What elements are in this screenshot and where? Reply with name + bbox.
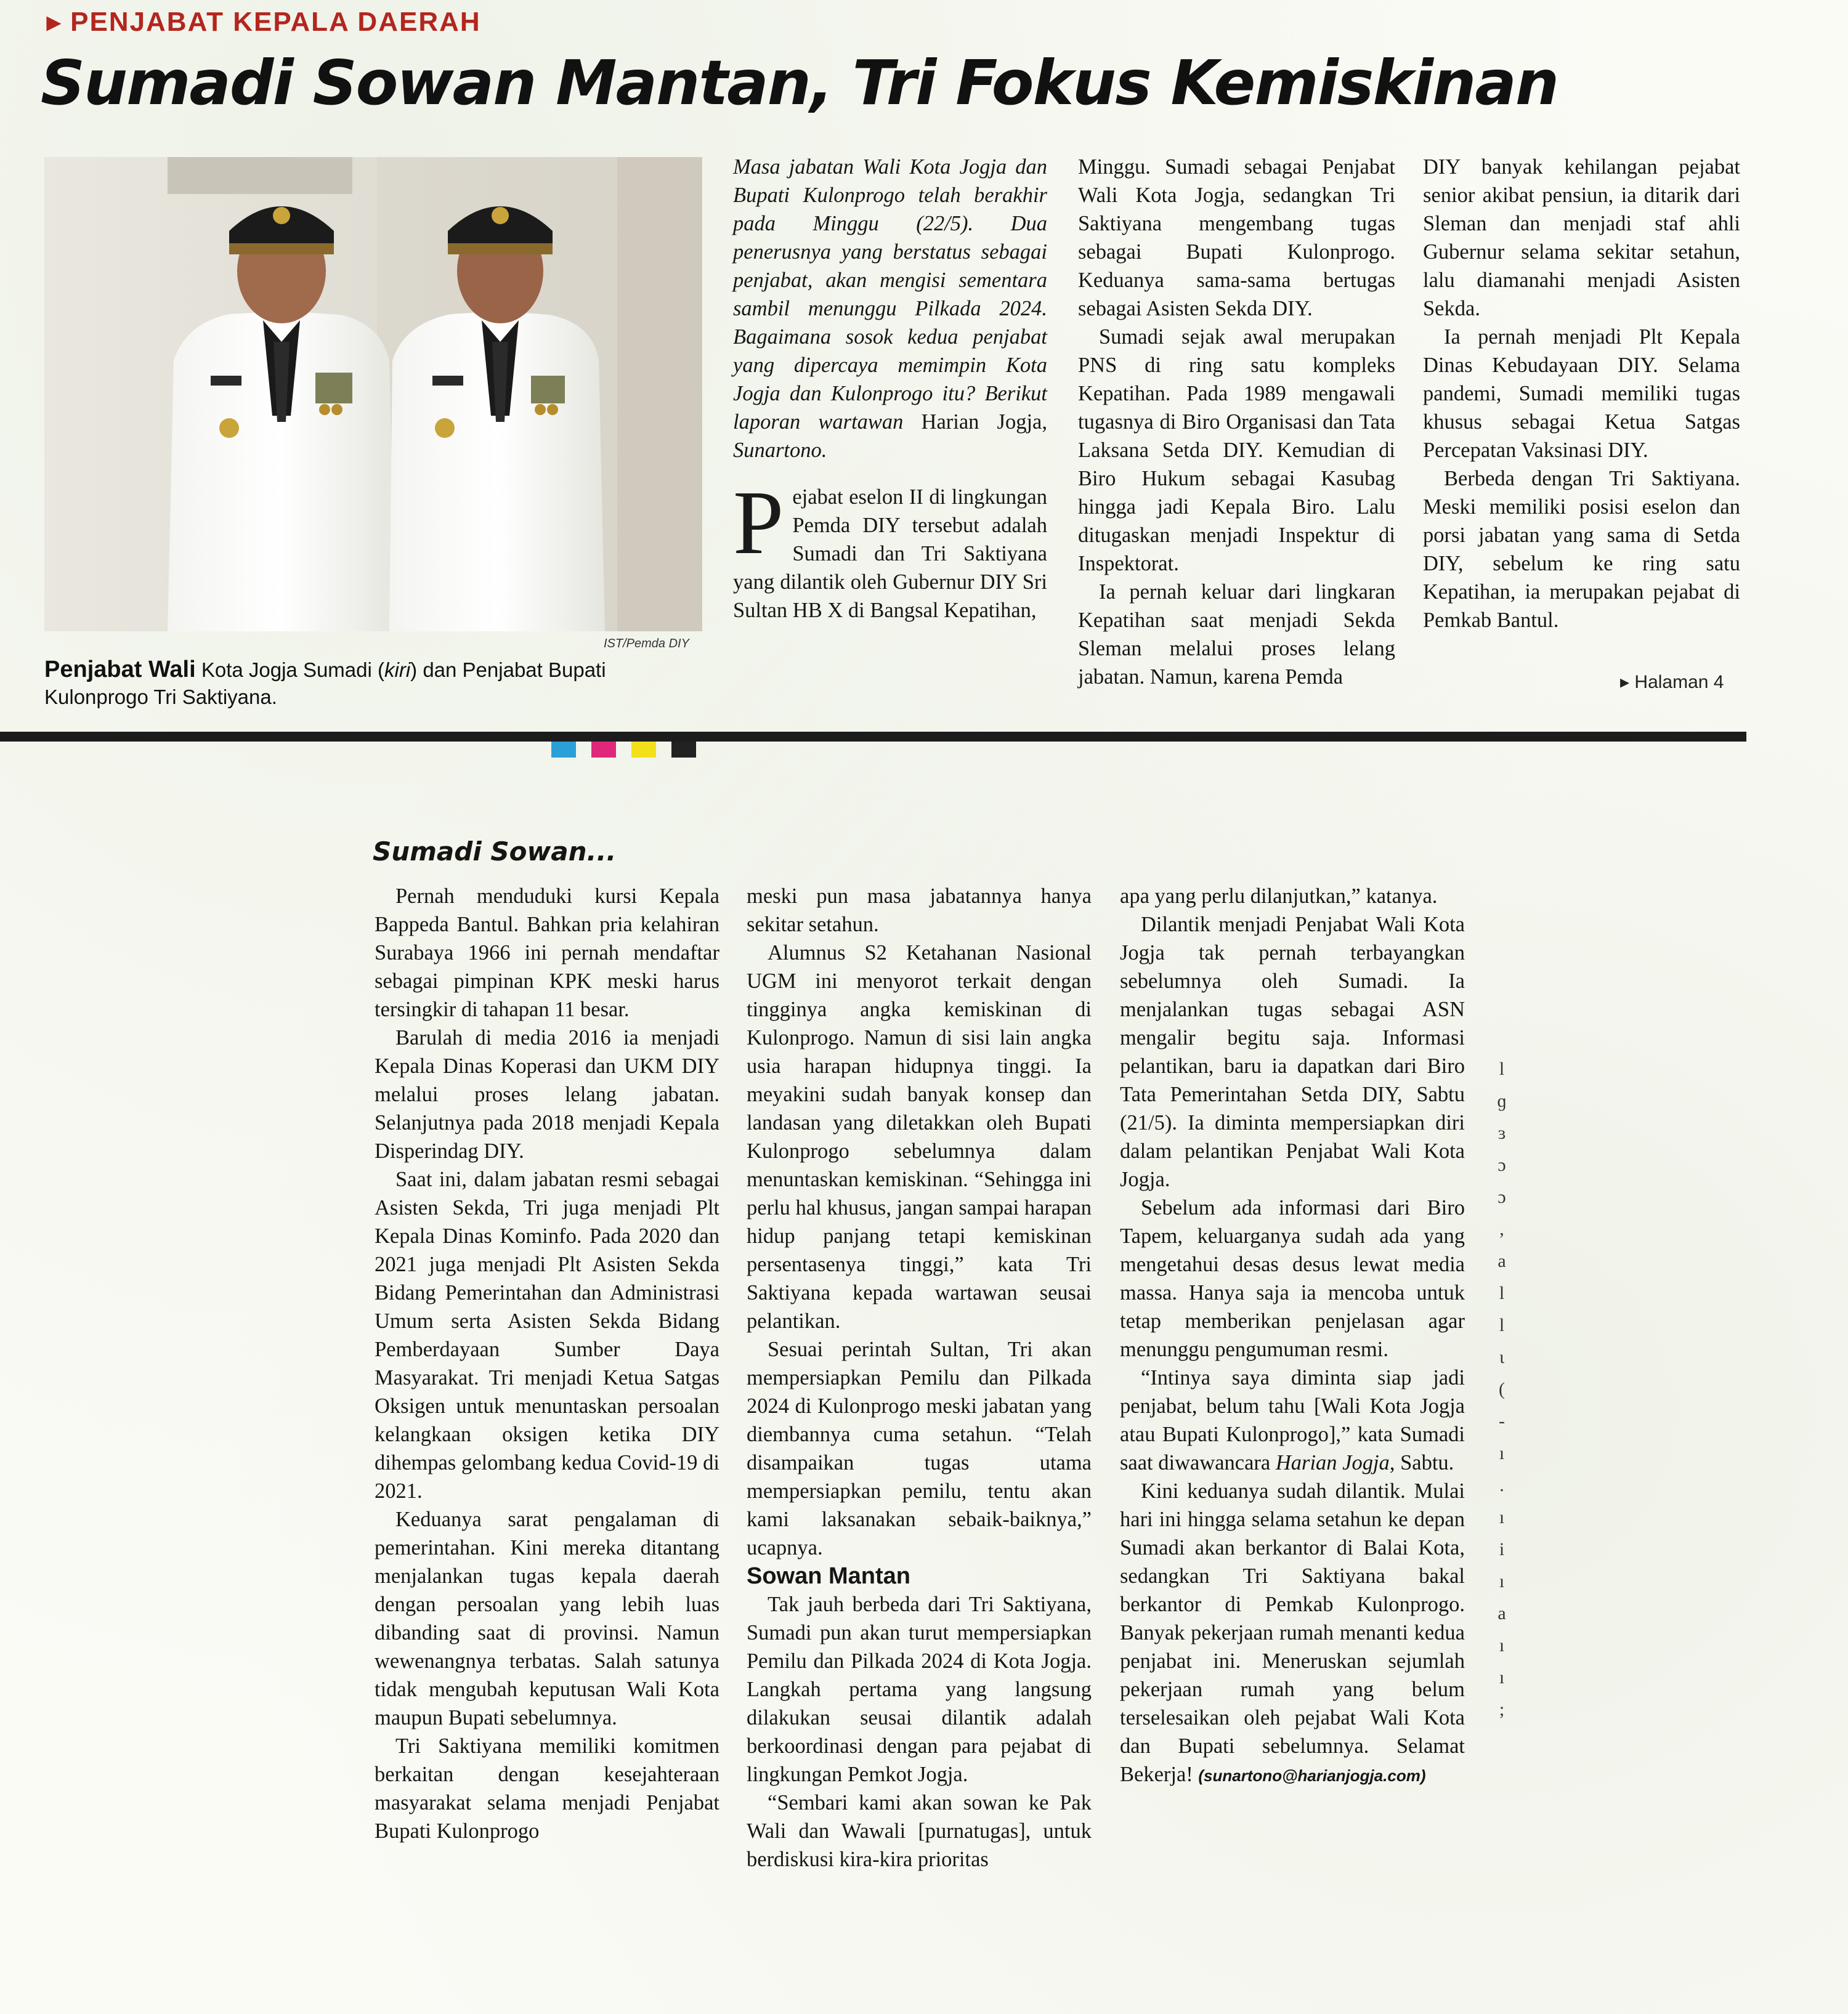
color-registration-mark	[631, 742, 656, 758]
cont-col-b: meski pun masa jabatannya hanya sekitar setahun. Alumnus S2 Ketahanan Nasional UGM ini menyorot terkait dengan tingginya angka kemiskinan di Kulonprogo. Namun di sisi lain angka usia harapan hidupnya tinggi. Ia meyakini sudah banyak konsep dan landasan yang diletakkan oleh Bupati Kulonprogo sebelumnya dalam menuntaskan kemiskinan. “Sehingga ini perlu hal khusus, jangan sampai harapan hidup panjang tetapi kemiskinan persentasenya tinggi,” kata Tri Saktiyana kepada wartawan seusai pelantikan. Sesuai perintah Sultan, Tri akan mempersiapkan Pemilu dan Pilkada 2024 di Kulonprogo meski jabatan yang diembannya cuma setahun. “Telah disampaikan tugas utama mempersiapkan pemilu, tentu akan kami laksanakan sebaik-baiknya,” ucapnya. Sowan Mantan Tak jauh berbeda dari Tri Saktiyana, Sumadi pun akan turut mempersiapkan Pemilu dan Pilkada 2024 di Kota Jogja. Langkah pertama yang langsung dilakukan seusai dilantik adalah berkoordinasi dengan para pejabat di lingkungan Pemkot Jogja. “Sembari kami akan sowan ke Pak Wali dan Wawali [purnatugas], untuk berdiskusi kira-kira prioritas	[747, 884, 1092, 1871]
color-registration-mark	[591, 742, 616, 758]
officials-photo	[44, 157, 702, 631]
continuation-heading: Sumadi Sowan...	[373, 836, 617, 867]
photo-credit: IST/Pemda DIY	[604, 637, 689, 650]
front-col-1	[733, 153, 1047, 625]
section-rubric: ▸ PENJABAT KEPALA DAERAH	[47, 7, 481, 37]
cont-col-a: Pernah menduduki kursi Kepala Bappeda Bantul. Bahkan pria kelahiran Surabaya 1966 ini pernah mendaftar sebagai pimpinan KPK meski harus tersingkir di tahapan 11 besar. Barulah di media 2016 ia menjadi Kepala Dinas Koperasi dan UKM DIY melalui proses lelang jabatan. Selanjutnya pada 2018 menjadi Kepala Disperindag DIY. Saat ini, dalam jabatan resmi sebagai Asisten Sekda, Tri juga menjadi Plt Kepala Dinas Kominfo. Pada 2020 dan 2021 juga menjadi Plt Asisten Sekda Bidang Pemerintahan dan Administrasi Umum serta Asisten Sekda Bidang Pemberdayaan Sumber Daya Masyarakat. Tri menjadi Ketua Satgas Oksigen untuk menuntaskan persoalan kelangkaan oksigen ketika DIY dihempas gelombang kedua Covid-19 di 2021. Keduanya sarat pengalaman di pemerintahan. Kini mereka ditantang menjalankan tugas kepala daerah dengan persoalan yang lebih luas dibanding saat di provinsi. Namun wewenangnya terbatas. Salah satunya tidak mengubah keputusan Wali Kota maupun Bupati sebelumnya. Tri Saktiyana memiliki komitmen berkaitan dengan kesejahteraan masyarakat selama menjadi Penjabat Bupati Kulonprogo	[375, 884, 719, 1843]
closing-paragraph: Kini keduanya sudah dilantik. Mulai hari ini hingga selama setahun ke depan Sumadi akan berkantor di Balai Kota, sedangkan Tri Saktiyana bakal berkantor di Pemkab Kulonprogo. Banyak pekerjaan rumah menanti kedua penjabat ini. Meneruskan sejumlah pekerjaan rumah yang belum terselesaikan oleh pejabat Wali Kota dan Bupati sebelumnya. Selamat Bekerja! (sunartono@harianjogja.com)	[1120, 1479, 1465, 1786]
continued-page-link[interactable]: ▸ Halaman 4	[1620, 672, 1724, 692]
intro-lede: Masa jabatan Wali Kota Jogja dan Bupati Kulonprogo telah berakhir pada Minggu (22/5). Dua penerusnya yang berstatus sebagai penjabat, akan mengisi sementara sambil menunggu Pilkada 2024. Bagaimana sosok kedua penjabat yang dipercaya memimpin Kota Jogja dan Kulonprogo itu? Berikut laporan wartawan Harian Jogja, Sunartono.	[733, 155, 1047, 462]
cont-col-c: apa yang perlu dilanjutkan,” katanya. Dilantik menjadi Penjabat Wali Kota Jogja tak pernah terbayangkan sebelumnya oleh Sumadi. Ia menjalankan tugas sebagai ASN mengalir begitu saja. Informasi pelantikan, baru ia dapatkan dari Biro Tata Pemerintahan Setda DIY, Sabtu (21/5). Ia diminta mempersiapkan diri dalam pelantikan Penjabat Wali Kota Jogja. Sebelum ada informasi dari Biro Tapem, keluarganya sudah ada yang mengetahui desas desus lewat media massa. Hanya saja ia mencoba untuk tetap memberikan penjelasan agar menunggu pengumuman resmi. “Intinya saya diminta siap jadi penjabat, belum tahu [Wali Kota Jogja atau Bupati Kulonprogo],” kata Sumadi saat diwawancara Harian Jogja, Sabtu. Kini keduanya sudah dilantik. Mulai hari ini hingga selama setahun ke depan Sumadi akan berkantor di Balai Kota, sedangkan Tri Saktiyana bakal berkantor di Pemkab Kulonprogo. Banyak pekerjaan rumah menanti kedua penjabat ini. Meneruskan sejumlah pekerjaan rumah yang belum terselesaikan oleh pejabat Wali Kota dan Bupati sebelumnya. Selamat Bekerja! (sunartono@harianjogja.com)	[1120, 882, 1465, 1790]
body-opening: Pejabat eselon II di lingkungan Pemda DIY tersebut adalah Sumadi dan Tri Saktiyana yang dilantik oleh Gubernur DIY Sri Sultan HB X di Bangsal Kepatihan,	[733, 472, 1047, 622]
section-divider	[0, 732, 1746, 742]
author-byline: (sunartono@harianjogja.com)	[1198, 1766, 1426, 1785]
drop-cap: P	[733, 472, 784, 573]
color-registration-mark	[551, 742, 576, 758]
adjacent-column-fragments: l ɡ ɜ ɔ ɔ , a l l ɩ ( - ı . ı i ı a ı ı ;	[1497, 1059, 1507, 1720]
caption-lead: Penjabat Wali	[44, 657, 196, 682]
quote-paragraph: “Intinya saya diminta siap jadi penjabat, belum tahu [Wali Kota Jogja atau Bupati Kulonprogo],” kata Sumadi saat diwawancara Harian Jogja, Sabtu.	[1120, 1366, 1465, 1474]
color-registration-mark	[671, 742, 696, 758]
photo-caption: Penjabat Wali Kota Jogja Sumadi (kiri) dan Penjabat Bupati Kulonprogo Tri Saktiyana.	[44, 657, 606, 708]
front-col-2: Minggu. Sumadi sebagai Penjabat Wali Kota Jogja, sedangkan Tri Saktiyana mengembang tugas sebagai Bupati Kulonprogo. Keduanya sama-sama bertugas sebagai Asisten Sekda DIY. Sumadi sejak awal merupakan PNS di ring satu kompleks Kepatihan. Pada 1989 mengawali tugasnya di Biro Organisasi dan Tata Laksana Setda DIY. Kemudian di Biro Hukum sebagai Kasubag hingga jadi Kepala Biro. Lalu ditugaskan menjadi Inspektur di Inspektorat. Ia pernah keluar dari lingkaran Kepatihan saat menjadi Sekda Sleman melalui proses lelang jabatan. Namun, karena Pemda	[1078, 155, 1395, 689]
front-col-3: DIY banyak kehilangan pejabat senior akibat pensiun, ia ditarik dari Sleman dan menjadi staf ahli Gubernur selama sekitar setahun, lalu diamanahi menjadi Asisten Sekda. Ia pernah menjadi Plt Kepala Dinas Kebudayaan DIY. Selama pandemi, Sumadi memiliki tugas khusus sebagai Ketua Satgas Percepatan Vaksinasi DIY. Berbeda dengan Tri Saktiyana. Meski memiliki posisi eselon dan porsi jabatan yang sama di Setda DIY, sebelum ke ring satu Kepatihan, ia merupakan pejabat di Pemkab Bantul.	[1423, 155, 1740, 632]
headline: Sumadi Sowan Mantan, Tri Fokus Kemiskinan	[41, 47, 1558, 119]
subheading-sowan-mantan: Sowan Mantan	[747, 1563, 911, 1589]
